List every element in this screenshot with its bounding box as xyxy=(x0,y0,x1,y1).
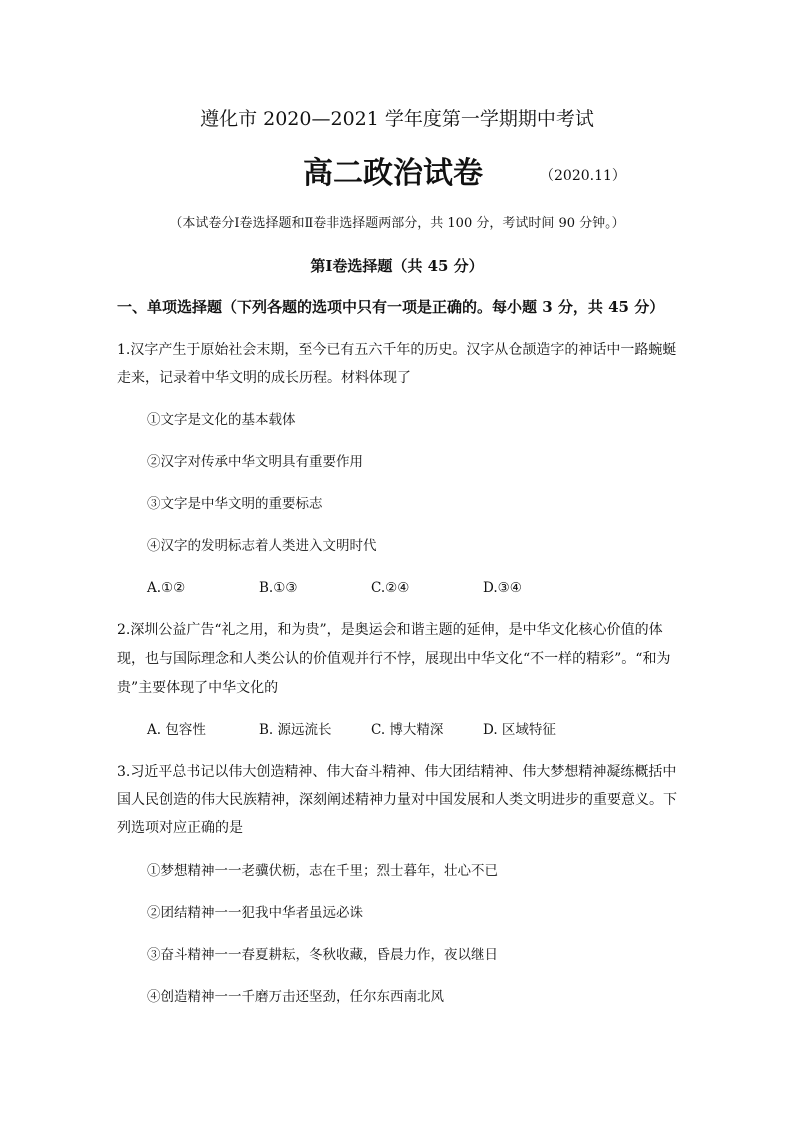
question-3-stem-line-3: 列选项对应正确的是 xyxy=(117,820,243,836)
question-2-choice-a[interactable]: A. 包容性 xyxy=(147,722,206,738)
question-1-choice-d[interactable]: D.③④ xyxy=(483,580,522,596)
question-3-statement-4: ④创造精神一一千磨万击还坚劲，任尔东西南北风 xyxy=(147,989,444,1005)
question-1-choice-a[interactable]: A.①② xyxy=(147,580,186,596)
question-1-statement-3: ③文字是中华文明的重要标志 xyxy=(147,496,323,512)
exam-instructions: （本试卷分Ⅰ卷选择题和Ⅱ卷非选择题两部分，共 100 分，考试时间 90 分钟。） xyxy=(169,216,625,231)
question-3-stem-line-1: 3.习近平总书记以伟大创造精神、伟大奋斗精神、伟大团结精神、伟大梦想精神凝练概括中 xyxy=(117,764,677,780)
question-3-stem-line-2: 国人民创造的伟大民族精神，深刻阐述精神力量对中国发展和人类文明进步的重要意义。下 xyxy=(117,792,677,808)
question-1-choice-b[interactable]: B.①③ xyxy=(259,580,298,596)
question-1-statement-1: ①文字是文化的基本载体 xyxy=(147,412,296,428)
question-2-choice-c[interactable]: C. 博大精深 xyxy=(371,722,444,738)
question-2-stem-line-2: 现，也与国际理念和人类公认的价值观并行不悖，展现出中华文化“不一样的精彩”。“和为 xyxy=(117,651,671,667)
exam-subject-title: 高二政治试卷 xyxy=(303,156,483,191)
question-1-statement-2: ②汉字对传承中华文明具有重要作用 xyxy=(147,454,363,470)
question-2-choice-b[interactable]: B. 源远流长 xyxy=(259,722,332,738)
exam-date: （2020.11） xyxy=(540,168,626,184)
part-one-title: 第Ⅰ卷选择题（共 45 分） xyxy=(310,257,484,275)
question-3-statement-2: ②团结精神一一犯我中华者虽远必诛 xyxy=(147,905,363,921)
question-3-statement-1: ①梦想精神一一老骥伏枥，志在千里；烈士暮年，壮心不已 xyxy=(147,863,498,879)
section-one-title: 一、单项选择题（下列各题的选项中只有一项是正确的。每小题 3 分，共 45 分） xyxy=(117,298,665,316)
question-2-stem-line-3: 贵”主要体现了中华文化的 xyxy=(117,680,279,696)
question-3-statement-3: ③奋斗精神一一春夏耕耘，冬秋收藏，昏晨力作，夜以继日 xyxy=(147,947,498,963)
question-1-statement-4: ④汉字的发明标志着人类进入文明时代 xyxy=(147,538,377,554)
question-2-stem-line-1: 2.深圳公益广告“礼之用，和为贵”，是奥运会和谐主题的延伸，是中华文化核心价值的体 xyxy=(117,622,663,638)
exam-title: 遵化市 2020—2021 学年度第一学期期中考试 xyxy=(200,108,594,130)
question-1-stem-line-1: 1.汉字产生于原始社会末期，至今已有五六千年的历史。汉字从仓颉造字的神话中一路蜿蜒 xyxy=(117,342,677,358)
question-2-choice-d[interactable]: D. 区域特征 xyxy=(483,722,556,738)
question-1-choice-c[interactable]: C.②④ xyxy=(371,580,410,596)
question-1-stem-line-2: 走来，记录着中华文明的成长历程。材料体现了 xyxy=(117,370,411,386)
